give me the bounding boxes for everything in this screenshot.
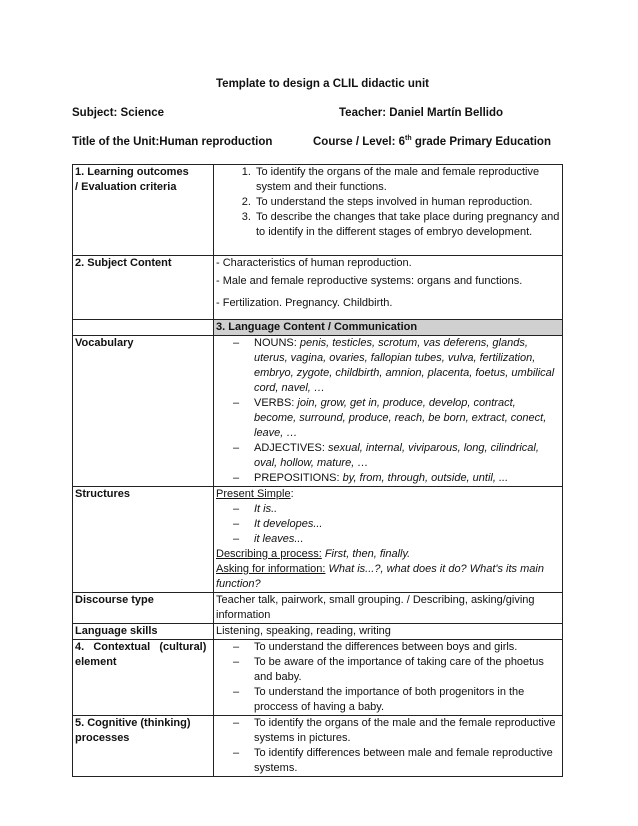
language-header-blank (73, 320, 214, 336)
structure-example: it leaves... (254, 533, 304, 545)
vocabulary-label: Vocabulary (73, 336, 214, 487)
language-content-header: 3. Language Content / Communication (214, 320, 563, 336)
learning-label-line-2: / Evaluation criteria (75, 181, 177, 193)
course-prefix: Course / Level: 6 (313, 136, 406, 148)
cognitive-label-line-2: processes (75, 732, 130, 744)
list-item (216, 471, 560, 486)
list-item: 3. To describe the changes that take place during pregnancy and to identify in the different stages of embryo development. (254, 210, 560, 240)
present-simple-label: Present Simple (216, 488, 291, 500)
structure-example: It developes... (254, 518, 323, 530)
language-skills-content: Listening, speaking, reading, writing (214, 624, 563, 640)
teacher-label: Teacher: Daniel Martín Bellido (339, 107, 504, 119)
structures-content (214, 487, 563, 593)
contextual-element-row (73, 640, 563, 716)
cognitive-processes-content (214, 716, 563, 777)
language-skills-label: Language skills (73, 624, 214, 640)
asking-line (216, 562, 560, 592)
contextual-element-label (73, 640, 214, 716)
course-level-label (313, 136, 551, 148)
structures-label: Structures (73, 487, 214, 593)
cognitive-label-line-1: 5. Cognitive (thinking) (75, 717, 191, 729)
list-item (216, 502, 560, 517)
verbs-label: VERBS: (254, 397, 298, 409)
content-line: - Fertilization. Pregnancy. Childbirth. (216, 297, 393, 309)
adjectives-list: sexual, internal, viviparous, long, cilindrical, oval, hollow, mature, … (254, 442, 539, 469)
describing-text: First, then, finally. (321, 548, 411, 560)
list-item: – To understand the differences between boys and girls. (216, 640, 560, 655)
list-item: – To identify the organs of the male and the female reproductive systems in pictures. (216, 716, 560, 746)
subject-label: Subject: Science (72, 107, 165, 119)
subject-content-row (73, 256, 563, 320)
list-item: 2. To understand the steps involved in human reproduction. (254, 195, 560, 210)
discourse-type-content: Teacher talk, pairwork, small grouping. / Describing, asking/giving information (214, 593, 563, 624)
nouns-list: penis, testicles, scrotum, vas deferens, glands, uterus, vagina, ovaries, fallopian tubes, vulva, fertilization, embryo, zygote, childbirth, amnion, placenta, foetus, umbilical cord, navel, … (254, 337, 555, 394)
content-line: - Characteristics of human reproduction. (216, 257, 412, 269)
list-item: – To be aware of the importance of taking care of the phoetus and baby. (216, 655, 560, 685)
learning-outcomes-row (73, 165, 563, 256)
list-item: – To understand the importance of both progenitors in the proccess of having a baby. (216, 685, 560, 715)
structure-example: It is.. (254, 503, 278, 515)
contextual-label-line-2: element (75, 656, 117, 668)
describing-label: Describing a process: (216, 548, 322, 560)
learning-outcomes-label (73, 165, 214, 256)
content-line: - Male and female reproductive systems: organs and functions. (216, 275, 523, 287)
course-suffix: grade Primary Education (411, 136, 551, 148)
course-superscript: th (405, 135, 412, 143)
prepositions-label: PREPOSITIONS: (254, 472, 343, 484)
vocabulary-content (214, 336, 563, 487)
list-item (216, 336, 560, 396)
adjectives-label: ADJECTIVES: (254, 442, 328, 454)
learning-label-line-1: 1. Learning outcomes (75, 166, 189, 178)
list-item: – To identify differences between male and female reproductive systems. (216, 746, 560, 776)
discourse-type-label: Discourse type (73, 593, 214, 624)
prepositions-list: by, from, through, outside, until, ... (342, 472, 509, 484)
language-skills-row (73, 624, 563, 640)
list-item (216, 532, 560, 547)
language-content-header-row (73, 320, 563, 336)
verbs-list: join, grow, get in, produce, develop, contract, become, surround, produce, reach, be born, extract, conect, leave, … (254, 397, 547, 439)
list-item (216, 396, 560, 441)
vocabulary-row (73, 336, 563, 487)
present-simple-colon: : (290, 488, 294, 500)
list-item: 1. To identify the organs of the male and female reproductive system and their functions. (254, 165, 560, 195)
subject-content-content (214, 256, 563, 320)
page-title: Template to design a CLIL didactic unit (216, 78, 429, 90)
structures-row (73, 487, 563, 593)
cognitive-processes-label (73, 716, 214, 777)
unit-title-label: Title of the Unit:Human reproduction (72, 136, 273, 148)
contextual-label-line-1: 4. Contextual (cultural) (75, 641, 207, 653)
discourse-type-row (73, 593, 563, 624)
nouns-label: NOUNS: (254, 337, 300, 349)
cognitive-processes-row (73, 716, 563, 777)
asking-label: Asking for information: (216, 563, 326, 575)
present-simple-line (216, 487, 560, 502)
unit-template-table (72, 164, 563, 777)
asking-text: What is...?, what does it do? What's its main function? (216, 563, 544, 590)
describing-line (216, 547, 560, 562)
contextual-element-content (214, 640, 563, 716)
list-item (216, 517, 560, 532)
subject-content-label: 2. Subject Content (73, 256, 214, 320)
learning-outcomes-content (214, 165, 563, 256)
list-item (216, 441, 560, 471)
